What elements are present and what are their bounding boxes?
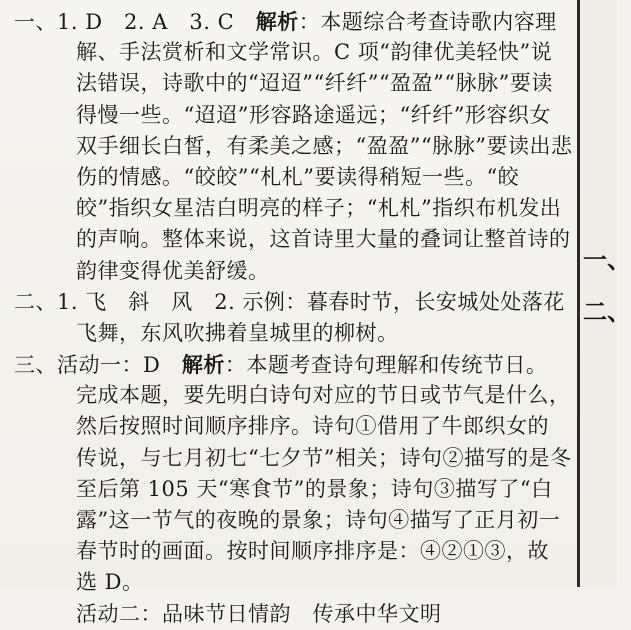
right-fragment-1: 一、	[583, 245, 631, 274]
section3-head: 三、活动一：D	[14, 353, 182, 378]
section3-line-2: 完成本题，要先明白诗句对应的节日或节气是什么，	[76, 383, 571, 408]
section1-line-1	[14, 6, 572, 37]
section1-line-7: 皎”指织女星洁白明亮的样子；“札札”指织布机发出	[76, 196, 562, 221]
analysis-label: 解析	[255, 9, 299, 34]
right-fragment-2: 二、	[583, 297, 631, 326]
section1-line-5: 双手细长白皙，有柔美之感；“盈盈”“脉脉”要读出悲	[76, 133, 573, 158]
section3-line-6: 露”这一节气的夜晚的景象；诗句④描写了正月初一	[76, 508, 561, 532]
answer-content	[14, 6, 572, 630]
section1-line-3: 法错误，诗歌中的“迢迢”“纤纤”“盈盈”“脉脉”要读	[76, 71, 553, 96]
section3-line-4: 传说，与七月初七“七夕节”相关；诗句②描写的是冬	[76, 445, 572, 470]
section3-tail: ：本题考查诗句理解和传统节日。	[224, 353, 548, 378]
section1-line-9: 韵律变得优美舒缓。	[76, 258, 270, 283]
section3-line-9: 活动二：品味节日情韵 传承中华文明	[76, 601, 442, 626]
section1-head: 一、1. D 2. A 3. C	[14, 10, 256, 34]
analysis-label-2: 解析	[181, 352, 225, 378]
column-divider	[577, 0, 580, 587]
section1-line-6: 伤的情感。“皎皎”“札札”要读得稍短一些。“皎	[76, 164, 520, 189]
right-column	[581, 0, 631, 587]
section1-line-4: 得慢一些。“迢迢”形容路途遥远；“纤纤”形容织女	[76, 102, 551, 127]
section3-line-7: 春节时的画面。按时间顺序排序是：④②①③，故	[76, 539, 549, 564]
section3-line-1	[14, 349, 572, 380]
section1-line-2: 解、手法赏析和文学常识。C 项“韵律优美轻快”说	[76, 40, 553, 65]
section2-line-2: 飞舞，东风吹拂着皇城里的柳树。	[76, 320, 399, 345]
section1-tail: ：本题综合考查诗歌内容理	[298, 10, 557, 34]
section3-line-3: 然后按照时间顺序排序。诗句①借用了牛郎织女的	[76, 414, 549, 439]
section3-line-8: 选 D。	[76, 570, 144, 595]
section1-line-8: 的声响。整体来说，这首诗里大量的叠词让整首诗的	[76, 227, 571, 252]
section2-line-1: 二、1. 飞 斜 风 2. 示例：暮春时节，长安城处处落花	[14, 289, 565, 314]
section3-line-5: 至后第 105 天“寒食节”的景象；诗句③描写了“白	[76, 476, 553, 501]
